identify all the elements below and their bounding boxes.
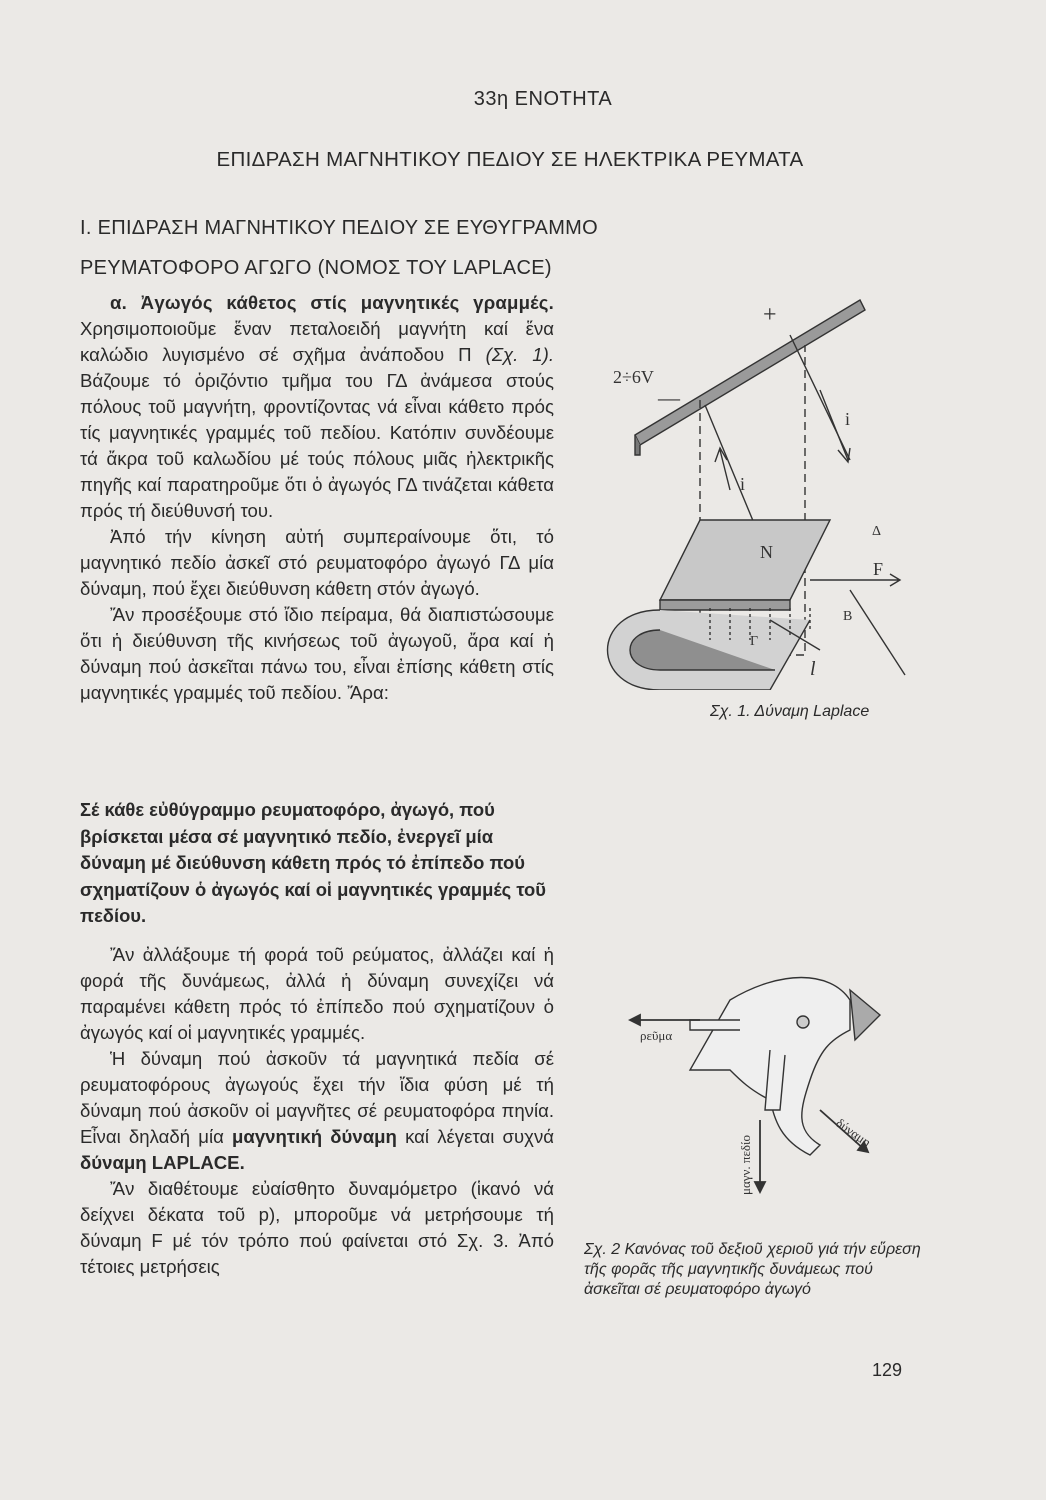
force-label: F	[873, 559, 884, 579]
north-pole-label: N	[760, 542, 773, 562]
figure-1-caption: Σχ. 1. Δύναμη Laplace	[710, 703, 870, 720]
conductor-bar	[635, 300, 865, 445]
laplace-force-term: δύναμη LAPLACE.	[80, 1152, 245, 1173]
section-title-line-1: Ι. ΕΠΙΔΡΑΣΗ ΜΑΓΝΗΤΙΚΟΥ ΠΕΔΙΟΥ ΣΕ ΕΥΘΥΓΡΑΜΜΟ	[80, 217, 598, 239]
current-arrowhead	[630, 1015, 640, 1025]
field-label: μαγν. πεδίο	[738, 1134, 753, 1195]
point-delta-label: Δ	[872, 524, 882, 539]
unit-title: 33η ΕΝΟΤΗΤΑ	[473, 88, 613, 110]
page-number: 129	[872, 1360, 903, 1380]
figure-2-caption: Σχ. 2 Κανόνας τοῦ δεξιοῦ χεριοῦ γιά τήν εὕρεση τῆς φορᾶς τῆς μαγνητικῆς δυνάμεως πού ἀσκεῖται σέ ρευματοφόρο ἀγωγό	[584, 1241, 921, 1298]
force-arrow	[810, 574, 900, 586]
paragraph-2: Ἀπό τήν κίνηση αὐτή συμπεραίνουμε ὅτι, τό μαγνητικό πεδίο ἀσκεῖ στό ρευματοφόρο ἀγωγό ΓΔ μία δύναμη, πού ἔχει διεύθυνση κάθετη στόν ἀγωγό.	[80, 526, 554, 599]
paragraph-1	[80, 290, 554, 524]
magnet-top-pole	[660, 520, 830, 600]
section-title-line-2: ΡΕΥΜΑΤΟΦΟΡΟ ΑΓΩΓΟ (ΝΟΜΟΣ ΤΟΥ LAPLACE)	[80, 257, 552, 279]
body-text-top	[80, 290, 554, 706]
current-label-left: i	[740, 474, 746, 494]
finger-knuckle	[797, 1016, 809, 1028]
magnetic-force-term: μαγνητική δύναμη	[232, 1126, 397, 1147]
field-b-label: B	[843, 609, 853, 624]
figure-1-reference: (Σχ. 1).	[485, 344, 554, 365]
current-label-right: i	[845, 409, 851, 429]
section-title	[80, 208, 640, 288]
paragraph-5-text-b: καί λέγεται συχνά	[396, 1126, 554, 1147]
paragraph-4: Ἄν ἀλλάξουμε τή φορά τοῦ ρεύματος, ἀλλάζει καί ἡ φορά τῆς δυνάμεως, ἀλλά ἡ δύναμη συνεχίζει νά παραμένει κάθετη πρός τό ἐπίπεδο πού σχηματίζουν ὁ ἀγωγός καί οἱ μαγνητικές γραμμές.	[80, 944, 554, 1043]
plus-terminal: +	[763, 302, 777, 328]
minus-terminal: —	[658, 385, 680, 410]
paragraph-1-text-a: Χρησιμοποιοῦμε ἕναν πεταλοειδή μαγνήτη καί ἕνα καλώδιο λυγισμένο σέ σχῆμα ἀνάποδου Π	[80, 318, 554, 365]
law-statement	[80, 797, 554, 930]
paragraph-5	[80, 1046, 554, 1176]
law-text: Σέ κάθε εὐθύγραμμο ρευματοφόρο, ἀγωγό, πού βρίσκεται μέσα σέ μαγνητικό πεδίο, ἐνεργεῖ μία δύναμη μέ διεύθυνση κάθετη πρός τό ἐπίπεδο πού σχηματίζουν ὁ ἀγωγός καί οἱ μαγνητικές γραμμές τοῦ πεδίου.	[80, 799, 546, 926]
paragraph-6: Ἄν διαθέτουμε εὐαίσθητο δυναμόμετρο (ἱκανό νά δείχνει δέκατα τοῦ p), μποροῦμε νά μετρήσουμε τή δύναμη F μέ τόν τρόπο πού φαίνεται στό Σχ. 3. Ἀπό τέτοιες μετρήσεις	[80, 1178, 554, 1277]
sub-heading: α. Ἀγωγός κάθετος στίς μαγνητικές γραμμές.	[110, 292, 554, 313]
paragraph-3: Ἄν προσέξουμε στό ἴδιο πείραμα, θά διαπιστώσουμε ὅτι ἡ διεύθυνση τῆς κινήσεως τοῦ ἀγωγοῦ, ἄρα καί ἡ δύναμη πού ἀσκεῖται πάνω του, εἶναι ἐπίσης κάθετη στίς μαγνητικές γραμμές τοῦ πεδίου. Ἄρα:	[80, 604, 554, 703]
body-text-bottom	[80, 942, 554, 1280]
force-label-2: δύναμη	[833, 1115, 874, 1150]
paragraph-1-text-b: Βάζουμε τό ὁριζόντιο τμῆμα του ΓΔ ἀνάμεσα στούς πόλους τοῦ μαγνήτη, φροντίζοντας νά εἶναι κάθετο πρός τίς μαγνητικές γραμμές τοῦ πεδίου. Κατόπιν συνδέουμε τά ἄκρα τοῦ καλωδίου μέ τούς πόλους μιᾶς ἠλεκτρικῆς πηγῆς καί παρατηροῦμε ὅτι ὁ ἀγωγός ΓΔ τινάζεται κάθετα πρός τή διεύθυνσή του.	[80, 370, 554, 521]
index-finger	[690, 1020, 740, 1030]
current-arrow-up	[715, 448, 730, 490]
field-direction-line	[850, 590, 905, 675]
figure-1-laplace-diagram	[580, 290, 920, 690]
paragraph-5-text-a: Ἡ δύναμη πού ἀσκοῦν τά μαγνητικά πεδία σέ ρευματοφόρους ἀγωγούς ἔχει τήν ἴδια φύση μέ τή δύναμη πού ἀσκοῦν οἱ μαγνῆτες σέ ρευματοφόρα πηνία. Εἶναι δηλαδή μία	[80, 1048, 554, 1147]
sleeve-cuff	[850, 990, 880, 1040]
length-label: l	[810, 658, 816, 680]
voltage-label: 2÷6V	[613, 367, 654, 387]
current-label: ρεῦμα	[640, 1028, 673, 1043]
chapter-title: ΕΠΙΔΡΑΣΗ ΜΑΓΝΗΤΙΚΟΥ ΠΕΔΙΟΥ ΣΕ ΗΛΕΚΤΡΙΚΑ ΡΕΥΜΑΤΑ	[216, 148, 804, 171]
point-gamma-label: Γ	[750, 634, 759, 649]
figure-2-right-hand-diagram	[620, 960, 920, 1210]
field-arrowhead	[755, 1182, 765, 1192]
